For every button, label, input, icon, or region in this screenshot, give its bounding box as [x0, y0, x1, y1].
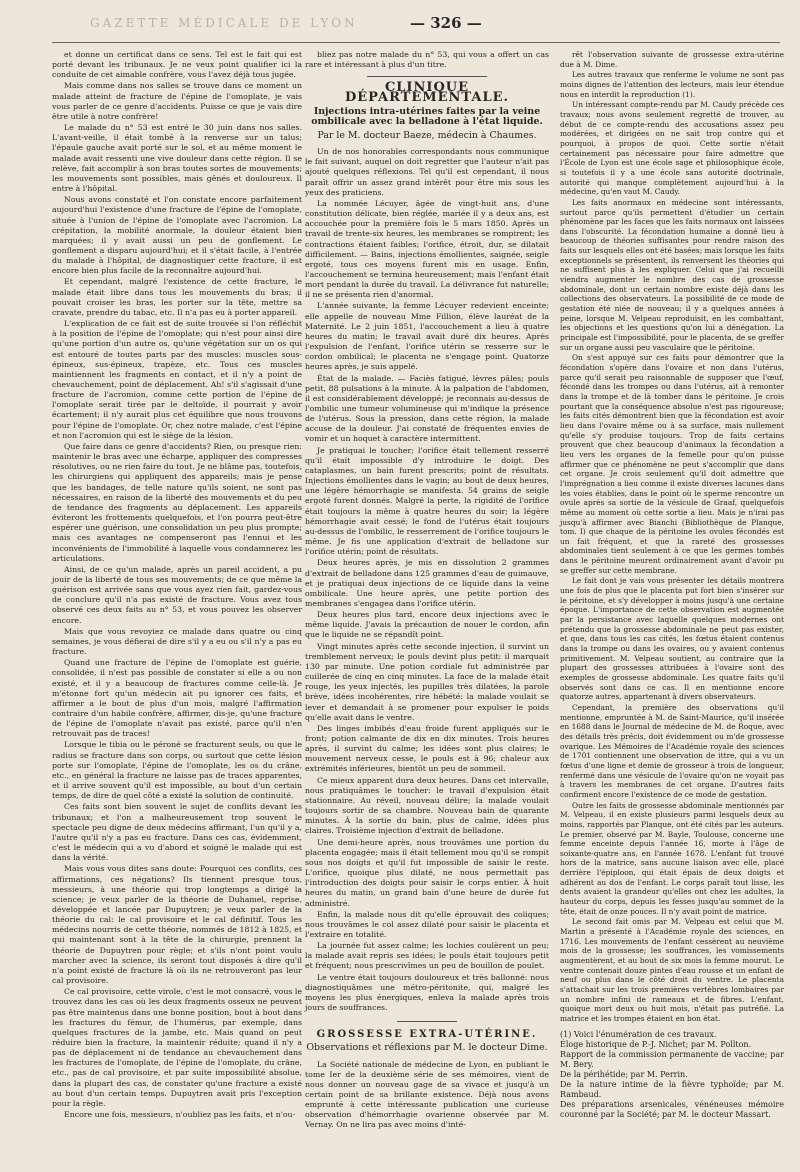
clinique-author: Par le M. docteur Baeze, médecin à Chaumes. — [317, 129, 537, 141]
paragraph: Un intéressant compte-rendu par M. Caudy précède ces travaux; nous avons seulement regretté de trouver, au début de ce compte-rendu des accusations assez peu modérées, et dirigées on ne sait trop contre qui et pourquoi, à propos de quoi. Cette sortie n'était certainement pas nécessaire pour faire admettre que l'École de Lyon est une école sage et philosophique école, si toutefois il y a une école sans autorité doctrinale, autorité qui manque complètement aujourd'hui à la médecine, qu'en vaut M. Caudy. — [560, 100, 784, 197]
paragraph: La journée fut assez calme; les lochies coulèrent un peu; la malade avait repris ses idées; le pouls était toujours petit et fréquent; nous prescrivîmes un peu de bouillon de poulet. — [305, 941, 549, 971]
paragraph: Je pratiquai le toucher; l'orifice était tellement resserré qu'il était impossible d'y introduire le doigt. Des cataplasmes, un bain furent prescrits; point de résultats. Injections émollientes dans le vagin; au bout de deux heures, une légère hémorrhagie se manifesta. 54 grains de seigle ergoté furent donnés. Malgré la perte, la rigidité de l'orifice était toujours la même à quatre heures du soir; la légère hémorrhagie avait cessé; le fond de l'utérus était toujours au-dessus de l'ombilic, le resserrement de l'orifice toujours le même. Je fis une application d'extrait de belladone sur l'orifice utérin; point de résultats. — [305, 445, 549, 557]
paragraph: Mais vous vous dites sans doute: Pourquoi ces conflits, ces affirmations, ces négations? Ils tiennent presque tous, messieurs, à une théorie qui trop longtemps a dirigé la science; je veux parler de la théorie de Duhamel, reprise, développée et lancée par Dupuytren; je veux parler de la théorie du cal: le cal provisoire et le cal définitif. Tous les médecins nourris de cette théorie, nommés de 1812 à 1825, et qui maintenant sont à la tête de la chirurgie, prennent la théorie de Dupuytren pour règle; et s'ils n'ont point voulu marcher avec la science, ils seront tout disposés à dire qu'il n'a point existé de fracture là où ils ne retrouveront pas leur cal provisoire. — [52, 864, 302, 986]
paragraph: Le ventre était toujours douloureux et très ballonné: nous diagnostiquâmes une métro-péritonite, qui, malgré les moyens les plus énergiques, enleva la malade après trois jours de souffrances. — [305, 972, 549, 1013]
header-rule — [52, 42, 780, 43]
paragraph: Les faits anormaux en médecine sont intéressants, surtout parce qu'ils permettent d'étudier un certain phénomène par les faces que les faits normaux ont laissées dans l'obscurité. La fécondation humaine a donné lieu à beaucoup de théories suffisantes pour rendre raison des faits sur lesquels elles ont été basées; mais lorsque les faits exceptionnels se présentent, ils renversent les théories qui ne suffisent plus à les expliquer. Celui que j'ai recueilli viendra augmenter le nombre des cas de grossesse abdominale, dont un certain nombre existe déjà dans les collections des observateurs. La possibilité de ce mode de gestation été niée de nouveau; il y a quelques années à peine, lorsque M. Velpeau reproduisit, en les combattant, les objections et les questions qu'on lui a dénégation. La principale est l'impossibilité, pour le placenta, de se greffer sur un organe aussi peu vasculaire que le péritoine. — [560, 197, 784, 352]
paragraph: Lorsque le tibia ou le péroné se fracturent seuls, ou que le radius se fracture dans son corps, ou surtout que cette lésion porte sur l'omoplate, l'épine de l'omoplate, les os du crâne, etc., en général la fracture ne laisse pas de traces apparentes, et il arrive souvent qu'il est impossible, au bout d'un certain temps, de dire de quel côté a existé la solution de continuité. — [52, 740, 302, 801]
paragraph: et donne un certificat dans ce sens. Tel est le fait qui est porté devant les tribunaux. Je ne veux point qualifier ici la conduite de cet aimable confrère, vous l'avez déjà tous jugée. — [52, 50, 302, 80]
paragraph: L'explication de ce fait est de suite trouvée si l'on réfléchit à la position de l'épine de l'omoplate; qui n'est pour ainsi dire qu'une portion d'un autre os, qu'une végétation sur un os qui est entouré de toutes parts par des muscles: muscles sous-épineux, sus-épineux, trapèze, etc. Tous ces muscles maintiennent les fragments en contact, et il n'y a point de chevauchement, point de déplacement. Ah! s'il s'agissait d'une fracture de l'acromion, comme cette portion de l'épine de l'omoplate serait tirée par le deltoïde, il pourrait y avoir écartement; il n'y aurait plus cet équilibre que nous trouvons pour l'épine de l'omoplate. Or, chez notre malade, c'est l'épine et non l'acromion qui est le siège de la lésion. — [52, 319, 302, 440]
paragraph: Des linges imbibés d'eau froide furent appliqués sur le front; potion calmante de dix en dix minutes. Trois heures après, il survint du calme; les idées sont plus claires; le mouvement nerveux cesse, le pouls est à 96; chaleur aux extrémités inférieures, bientôt un peu de sommeil. — [305, 723, 549, 774]
footnote-line: Rapport de la commission permanente de vaccine; par M. Bery. — [560, 1049, 784, 1069]
paragraph: Nous avons constaté et l'on constate encore parfaitement aujourd'hui l'existence d'une fracture de l'épine de l'omoplate, située à l'union de l'épine de l'omoplate avec l'acromion. La crépitation, la mobilité anormale, la douleur étaient bien marquées; il y avait aussi un peu de gonflement. Le gonflement a disparu aujourd'hui; et il s'était facile, à l'entrée du malade à l'hôpital, de diagnostiquer cette fracture, il est encore bien plus facile de la reconnaître aujourd'hui. — [52, 195, 302, 276]
footnote-line: De la nature intime de la fièvre typhoïde; par M. Rambaud. — [560, 1079, 784, 1099]
paragraph: L'année suivante, la femme Lécuyer redevient enceinte; elle appelle de nouveau Mme Fillion, élève lauréat de la Maternité. Le 2 juin 1851, l'accouchement a lieu à quatre heures du matin; le travail avait duré dix heures. Après l'expulsion de l'enfant, l'orifice utérin se resserre sur le cordon ombilical; le placenta ne s'engage point. Quatorze heures après, je suis appelé. — [305, 301, 549, 372]
footnotes — [560, 1030, 784, 1120]
paragraph: Mais que vous revoyiez ce malade dans quatre ou cinq semaines, je vous défierai de dire s'il y a eu ou s'il n'y a pas eu fracture. — [52, 626, 302, 657]
paragraph: Enfin, la malade nous dit qu'elle éprouvait des coliques; nous trouvâmes le col assez dilaté pour saisir le placenta et l'extraire en totalité. — [305, 909, 549, 939]
paragraph: Le second fait omis par M. Velpeau est celui que M. Martin a présenté à l'Académie royale des sciences, en 1716. Les mouvements de l'enfant cessèrent au neuvième mois de la grossesse; les souffrances, les vomissements augmentèrent, et au bout de six mois la femme mourut. Le ventre contenait douze pintes d'eau rousse et un enfant de neuf ou plus dans le côté droit du ventre. Le placenta s'attachait sur les trois premières vertèbres lombaires par un nombre infini de rameaux et de fibres. L'enfant, quoique mort deux ou huit mois, n'était pas putréfié. La matrice et les trompes étaient en bon état. — [560, 917, 784, 1023]
paragraph: Et cependant, malgré l'existence de cette fracture, le malade était libre dans tous les mouvements du bras; il pouvait croiser les bras, les porter sur la tête, mettre sa cravate, prendre du tabac, etc. Il n'a pas eu à porter appareil. — [52, 277, 302, 317]
column-middle — [305, 50, 549, 1131]
paragraph: On s'est appuyé sur ces faits pour démontrer que la fécondation s'opère dans l'ovaire et non dans l'utérus, parce qu'il serait peu raisonnable de supposer que l'œuf, fécondé dans les trompes ou dans l'utérus, ait à remonter dans la trompe et de là tomber dans le péritoine. Je crois pourtant que la conséquence absolue n'est pas rigoureuse; les faits cités démontrent bien que la fécondation est avoir lieu dans l'ovaire même ou à sa surface, mais nullement qu'elle s'y produise toujours. Trop de faits certains prouvent que chez beaucoup d'animaux la fécondation a lieu vers les organes de la femelle pour qu'on puisse affirmer que ce phénomène ne peut s'accomplir que dans cet organe. Je crois seulement qu'il doit admettre que l'imprégnation a lieu comme il existe diverses lacunes dans les voies établies, dans le point où le sperme rencontre un ovule après sa sortie de la vésicule de Graaf, quelquefois même au moment où cette sortie a lieu. Mais je n'irai pas jusqu'à affirmer avec Bianchi (Bibliothèque de Planque, tom. I) que chaque de la péritoine les ovules fécondés est un fait fréquent, et que la rareté des grossesses abdominales tient seulement à ce que les germes tombés dans le péritoine meurent ordinairement avant d'avoir pu se greffer sur cette membrane. — [560, 353, 784, 575]
paragraph: La Société nationale de médecine de Lyon, en publiant le tome Ier de la deuxième série de ses mémoires, vient de nous donner un nouveau gage de sa vivace et jusqu'à un certain point de sa brillante existence. Déjà nous avons emprunté à cette intéressante publication une curieuse observation d'hémorrhagie ovarienne observée par M. Vernay. On ne lira pas avec moins d'inté- — [305, 1059, 549, 1130]
footnote-line: Des préparations arsenicales, vénéneuses mémoire couronné par la Société; par M. le docteur Massart. — [560, 1099, 784, 1119]
paragraph: La nommée Lécuyer, âgée de vingt-huit ans, d'une constitution délicate, bien réglée, mariée il y a deux ans, est accouchée pour la première fois le 5 mars 1850. Après un travail de trente-six heures, les membranes se rompirent; les contractions étaient faibles; l'orifice, étroit, dur, se dilatait difficilement. — Bains, injections émollientes, saignée, seigle ergoté, tous ces moyens furent mis en usage. Enfin, l'accouchement se termina heureusement; mais l'enfant était mort pendant la durée du travail. La délivrance fut naturelle; il ne se présenta rien d'anormal. — [305, 198, 549, 300]
grossesse-body — [305, 1060, 549, 1131]
paragraph: Deux heures plus tard, encore deux injections avec le même liquide. J'avais la précaution de nouer le cordon, afin que le liquide ne se répandît point. — [305, 610, 549, 640]
paragraph: Deux heures après, je mis en dissolution 2 grammes d'extrait de belladone dans 125 grammes d'eau de guimauve, et je pratiquai deux injections de ce liquide dans la veine ombilicale. Une heure après, une petite portion des membranes s'engagea dans l'orifice utérin. — [305, 558, 549, 608]
paragraph: Que faire dans ce genre d'accidents? Rien, ou presque rien: maintenir le bras avec une écharpe, appliquer des compresses résolutives, ou ne rien faire du tout. Je ne blâme pas, toutefois, les chirurgiens qui appliquent des appareils; mais je pense que les bandages, de telle nature qu'ils soient, ne sont pas nécessaires, en raison de la liberté des mouvements et du peu de tendance des fragments au déplacement. Les appareils éviteront les frottements quelquefois, et l'on pourra peut-être espérer une guérison, une consolidation un peu plus prompte; mais ces avantages ne compenseront pas l'ennui et les inconvénients de l'immobilité à laquelle vous condamnerez les articulations. — [52, 441, 302, 563]
paragraph: Une demi-heure après, nous trouvâmes une portion du placenta engagée; mais il était tellement mou qu'il se rompit sous nos doigts et qu'il fut impossible de saisir le reste. L'orifice, quoique plus dilaté, ne nous permettait pas l'introduction des doigts pour saisir le corps entier. À huit heures du matin, un grand bain d'une heure de durée fut administré. — [305, 837, 549, 908]
paragraph: Mais comme dans nos salles se trouve dans ce moment un malade atteint de fracture de l'épine de l'omoplate, je vais vous parler de ce genre d'accidents. Puisse ce que je vais dire être utile à notre confrère! — [52, 81, 302, 121]
section-divider — [367, 76, 487, 77]
paragraph: Encore une fois, messieurs, n'oubliez pas les faits, et n'ou- — [64, 1110, 296, 1120]
paragraph: Cependant, la première des observations qu'il mentionne, empruntée à M. de Saint-Maurice, qu'il insérée en 1688 dans le Journal de médecine de M. de Roque, avec des détails très précis, doit évidemment ou m'de grossesse ovarique. Les Mémoires de l'Académie royale des sciences de 1701 contiennent une observation de ittre, qui a vu un fœtus d'une ligne et demie de grosseur à trois de longueur, renfermé dans une vésicule de l'ovaire qu'on ne voyait pas à travers les membranes de cet organe. D'autres faits confirment encore l'existence de ce mode de gestation. — [560, 702, 784, 799]
page-number: — 326 — — [410, 14, 482, 32]
clinique-title: CLINIQUE DÉPARTEMENTALE. — [344, 80, 510, 106]
paragraph: Ces faits sont bien souvent le sujet de conflits devant les tribunaux; et l'on a malheureusement trop souvent le spectacle peu digne de deux médecins affirmant, l'un qu'il y a, l'autre qu'il n'y a pas eu fracture. Dans ces cas, évidemment, c'est le médecin qui a vu d'abord et soigné le malade qui est dans la vérité. — [52, 802, 302, 863]
paragraph: État de la malade. — Faciès fatigué, lèvres pâles; pouls petit, 88 pulsations à la minute. À la palpation de l'abdomen, il est considérablement développé; je reconnais au-dessus de l'ombilic une tumeur volumineuse qui m'indique la présence de l'utérus. Sous la pression, dans cette région, la malade accuse de la douleur. J'ai constaté de fréquentes envies de vomir et un hoquet à caractère intermittent. — [305, 373, 549, 444]
grossesse-subtitle: Observations et réflexions par M. le docteur Dime. — [306, 1042, 548, 1054]
col3-body — [560, 50, 784, 1024]
footnote-line: (1) Voici l'énumération de ces travaux. — [560, 1029, 717, 1039]
section-divider-2 — [397, 1021, 457, 1022]
paragraph: Le malade du n° 53 est entré le 30 juin dans nos salles. L'avant-veille, il était tombé à la renverse sur un talus; l'épaule gauche avait porté sur le sol, et au même moment le malade avait ressenti une vive douleur dans cette région. Il se relève, fait accomplir à son bras toutes sortes de mouvements; les mouvements sont possibles, mais gênés et douloureux. Il entre à l'hôpital. — [52, 123, 302, 194]
grossesse-title: GROSSESSE EXTRA-UTÉRINE. — [316, 1029, 538, 1041]
paragraph: Vingt minutes après cette seconde injection, il survint un tremblement nerveux; le pouls devint plus petit: il marquait 130 par minute. Une potion cordiale fut administrée par cuillerée de cinq en cinq minutes. La face de la malade était rouge, les yeux injectés, les pupilles très dilatées, la parole brève, idées incohérentes, rire hébété: la malade voulait se lever et demandait à se promener pour expulser le poids qu'elle avait dans le ventre. — [305, 641, 549, 722]
paragraph: Outre les faits de grossesse abdominale mentionnés par M. Velpeau, il en existe plusieurs parmi lesquels deux au moins, rapportés par Planque, ont été cités par les auteurs. Le premier, observé par M. Bayle, Toulouse, concerne une femme enceinte depuis l'année 16, morte à l'âge de soixante-quatre ans, en l'année 1678. L'enfant fut trouvé hors de la matrice, sans aucune liaison avec elle, placé derrière l'épiploon, qui était épais de deux doigts et adhérent au dos de l'enfant. Le corps paraît tout lisse, les dents avaient la grandeur qu'elles ont chez les adultes, la hauteur du corps, depuis les fesses jusqu'au sommet de la tête, était de onze pouces. Il n'y avait point de matrice. — [560, 800, 784, 916]
footnote-line: Éloge historique de P.-J. Nichet; par M. Pollton. — [560, 1039, 752, 1049]
paragraph: Ce cal provisoire, cette virole, c'est le mot consacré, vous le trouvez dans les cas où les deux fragments osseux ne peuvent pas être maintenus dans une bonne position, bout à bout dans les fractures du fémur, de l'humérus, par exemple, dans quelques fractures de la jambe, etc. Mais quand on peut réduire bien la fracture, la maintenir réduite; quand il n'y a pas de déplacement ni de tendance au chevauchement dans les fractures de l'omoplate, de l'épine de l'omoplate, du crâne, etc., pas de cal provisoire, et par suite impossibilité absolue, dans la plupart des cas, de constater qu'une fracture a existé au bout d'un certain temps. Dupuytren avait pris l'exception pour la règle. — [52, 987, 302, 1108]
paragraph: Quand une fracture de l'épine de l'omoplate est guérie, consolidée, il n'est pas possible de constater si elle a ou non existé, et il y a beaucoup de fractures comme celle-là. Je m'étonne fort qu'un médecin ait pu ignorer ces faits, et affirmer a le bout de plus d'un mois, malgré l'affirmation contraire d'un habile confrère, affirmer, dis-je, qu'une fracture de l'épine de l'omoplate n'avait pas existé, parce qu'il n'en retrouvait pas de traces! — [52, 658, 302, 739]
page-header — [0, 14, 800, 38]
clinique-body — [305, 147, 549, 1013]
paragraph: Un de nos honorables correspondants nous communique le fait suivant, auquel on doit regretter que l'auteur n'ait pas ajouté quelques réflexions. Tel qu'il est cependant, il nous paraît offrir un assez grand intérêt pour être mis sous les yeux des praticiens. — [305, 147, 549, 197]
paragraph: Les autres travaux que renferme le volume ne sont pas moins dignes de l'attention des lecteurs, mais leur étendue nous en interdit la reproduction (1). — [560, 70, 784, 99]
clinique-subtitle: Injections intra-utérines faites par la veine ombilicale avec la belladone à l'état liquide. — [311, 105, 543, 127]
column-right — [560, 50, 784, 1120]
paragraph: Ainsi, de ce qu'un malade, après un pareil accident, a pu jouir de la liberté de tous ses mouvements; de ce que même la guérison est arrivée sans que vous ayez rien fait, gardez-vous de conclure qu'il n'a pas existé de fracture. Vous avez tous observé ces deux faits au n° 53, et vous pouvez les observer encore. — [52, 564, 302, 625]
faded-masthead: GAZETTE MÉDICALE DE LYON — [90, 16, 358, 30]
col2-intro: bliez pas notre malade du n° 53, qui vous a offert un cas rare et intéressant à plus d'un titre. — [305, 50, 549, 70]
column-left — [52, 50, 302, 1120]
paragraph: rêt l'observation suivante de grossesse extra-utérine due à M. Dime. — [560, 50, 784, 69]
paragraph: Ce mieux apparent dura deux heures. Dans cet intervalle, nous pratiquâmes le toucher: le travail d'expulsion était stationnaire. Au réveil, nouveau délire; la malade voulait toujours sortir de sa chambre. Nouveau bain de quarante minutes. À la sortie du bain, plus de calme, idées plus claires. Troisième injection d'extrait de belladone. — [305, 775, 549, 836]
paragraph: Le fait dont je vais vous présenter les détails montrera une fois de plus que le placenta put fort bien s'insérer sur le péritoine, et s'y développer à moins jusqu'à une certaine époque. L'importance de cette observation est augmentée par la persistance avec laquelle quelques modernes ont prétendu que la grossesse abdominale ne peut pas exister, et que, dans tous les cas cités, les fœtus étaient contenus dans la trompe ou dans les ovaires, ou y avaient contenus primitivement. M. Velpeau soutient, au contraire que la plupart des grossesses attribuées à l'ovaire sont des exemples de grossesse abdominale. Les quatre faits qu'il observés sont dans ce cas. Il en mentionne encore quatorze autres, appartenant à divers observateurs. — [560, 576, 784, 702]
footnote-line: De la périhétide; par M. Perrin. — [560, 1069, 688, 1079]
